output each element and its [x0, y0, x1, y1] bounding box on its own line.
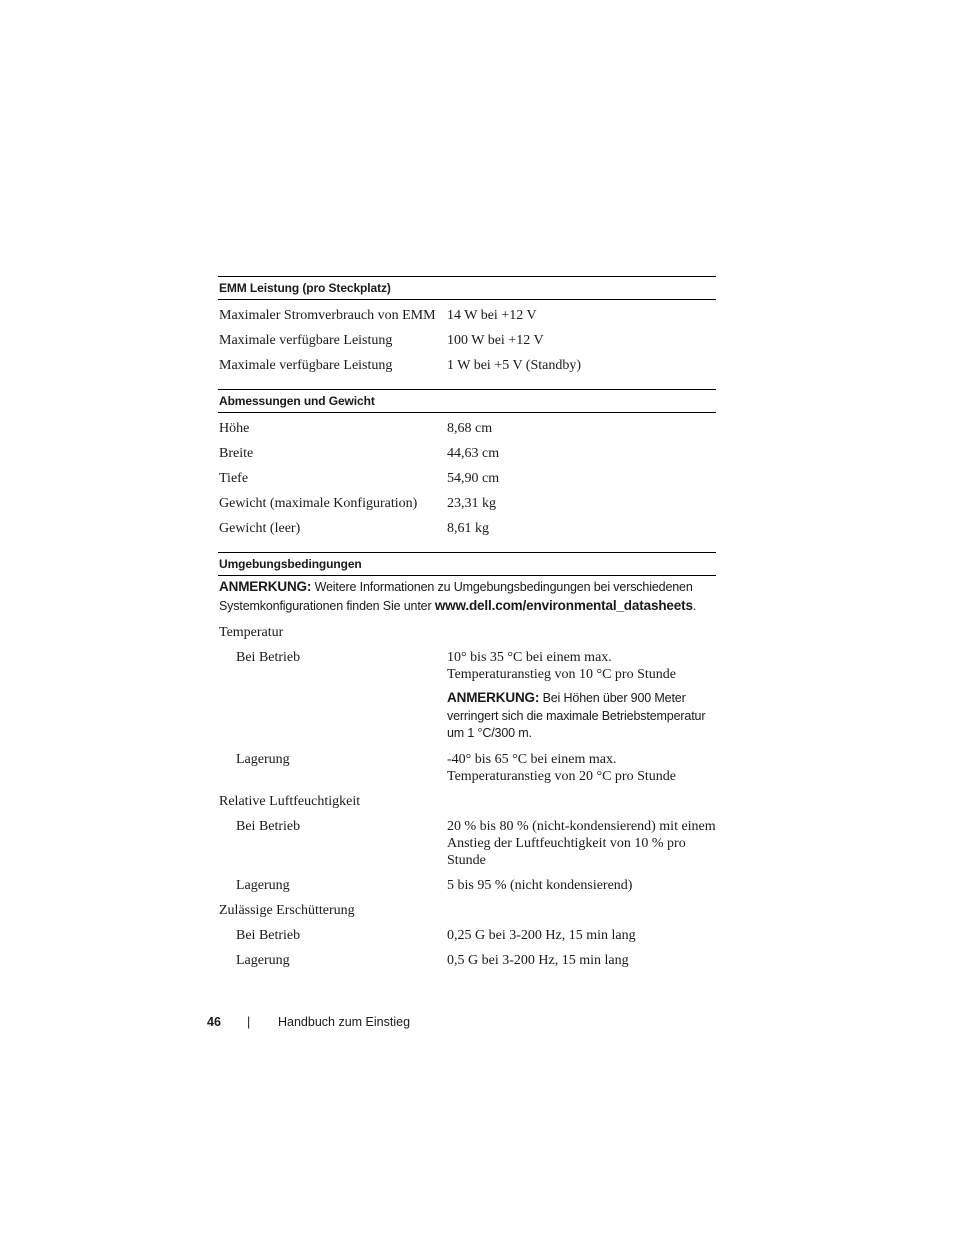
- footer-separator: |: [247, 1015, 251, 1029]
- row-value: 10° bis 35 °C bei einem max. Temperaturanstieg von 10 °C pro Stunde: [447, 650, 676, 682]
- row-label: Lagerung: [236, 952, 290, 968]
- temperature-note: [447, 683, 716, 743]
- table-row: [219, 789, 716, 814]
- row-value: 1 W bei +5 V (Standby): [447, 358, 582, 373]
- table-row: [219, 814, 716, 873]
- environment-note: [219, 576, 716, 620]
- row-label: Gewicht (maximale Konfiguration): [219, 496, 418, 511]
- table-row: [219, 898, 716, 923]
- row-label: Maximale verfügbare Leistung: [219, 358, 393, 373]
- table-row: [219, 466, 716, 491]
- note-text-end: .: [692, 598, 697, 613]
- section-header-emm: EMM Leistung (pro Steckplatz): [218, 276, 716, 300]
- table-row: [219, 923, 716, 948]
- row-value: 0,5 G bei 3-200 Hz, 15 min lang: [447, 952, 629, 968]
- footer-title: Handbuch zum Einstieg: [278, 1015, 411, 1029]
- table-row: [219, 747, 716, 789]
- group-label-vibration: Zulässige Erschütterung: [219, 902, 355, 918]
- table-row: [219, 645, 716, 747]
- row-label: Maximaler Stromverbrauch von EMM: [219, 308, 436, 323]
- table-row: [219, 353, 716, 378]
- note-label: ANMERKUNG:: [447, 690, 540, 705]
- section-header-dimensions: Abmessungen und Gewicht: [218, 389, 716, 413]
- row-label: Bei Betrieb: [236, 650, 301, 665]
- table-row: [219, 948, 716, 973]
- row-label: Breite: [219, 446, 254, 461]
- row-value: 54,90 cm: [447, 471, 500, 486]
- row-label: Lagerung: [236, 877, 290, 893]
- row-value: 0,25 G bei 3-200 Hz, 15 min lang: [447, 927, 636, 943]
- row-label: Tiefe: [219, 471, 249, 486]
- section-header-environment: Umgebungsbedingungen: [218, 552, 716, 576]
- datasheets-link[interactable]: www.dell.com/environmental_datasheets: [434, 597, 693, 613]
- row-value: 20 % bis 80 % (nicht-kondensierend) mit einem Anstieg der Luftfeuchtigkeit von 10 % pro Stunde: [447, 818, 716, 868]
- note-label: ANMERKUNG:: [219, 579, 312, 594]
- row-value: 8,68 cm: [447, 421, 493, 436]
- spec-content: [219, 276, 716, 984]
- row-value: 5 bis 95 % (nicht kondensierend): [447, 877, 633, 893]
- section-dimensions-rows: [219, 413, 716, 552]
- row-value: -40° bis 65 °C bei einem max. Temperaturanstieg von 20 °C pro Stunde: [447, 751, 676, 784]
- group-label-humidity: Relative Luftfeuchtigkeit: [219, 793, 361, 809]
- row-value: 8,61 kg: [447, 521, 489, 536]
- row-label: Maximale verfügbare Leistung: [219, 333, 393, 348]
- table-row: [219, 620, 716, 645]
- row-value: 44,63 cm: [447, 446, 500, 461]
- row-value: 14 W bei +12 V: [447, 308, 537, 323]
- table-row: [219, 328, 716, 353]
- table-row: [219, 516, 716, 541]
- table-row: [219, 416, 716, 441]
- table-row: [219, 441, 716, 466]
- table-row: [219, 873, 716, 898]
- row-value: 23,31 kg: [447, 496, 496, 511]
- row-label: Bei Betrieb: [236, 927, 301, 943]
- row-value: 100 W bei +12 V: [447, 333, 544, 348]
- row-label: Lagerung: [236, 751, 290, 767]
- group-label-temperature: Temperatur: [219, 625, 284, 640]
- row-label: Höhe: [219, 421, 250, 436]
- row-label: Bei Betrieb: [236, 818, 301, 834]
- page-number: 46: [207, 1015, 221, 1029]
- section-environment-rows: [219, 576, 716, 984]
- note-text: Weitere Informationen zu Umgebungsbedingungen bei verschiedenen Systemkonfigurationen finden Sie unter: [219, 580, 693, 613]
- note-text: Bei Höhen über 900 Meter verringert sich die maximale Betriebstemperatur um 1 °C/300 m.: [447, 691, 706, 740]
- section-emm-rows: [219, 300, 716, 389]
- row-label: Gewicht (leer): [219, 521, 301, 536]
- table-row: [219, 491, 716, 516]
- table-row: [219, 303, 716, 328]
